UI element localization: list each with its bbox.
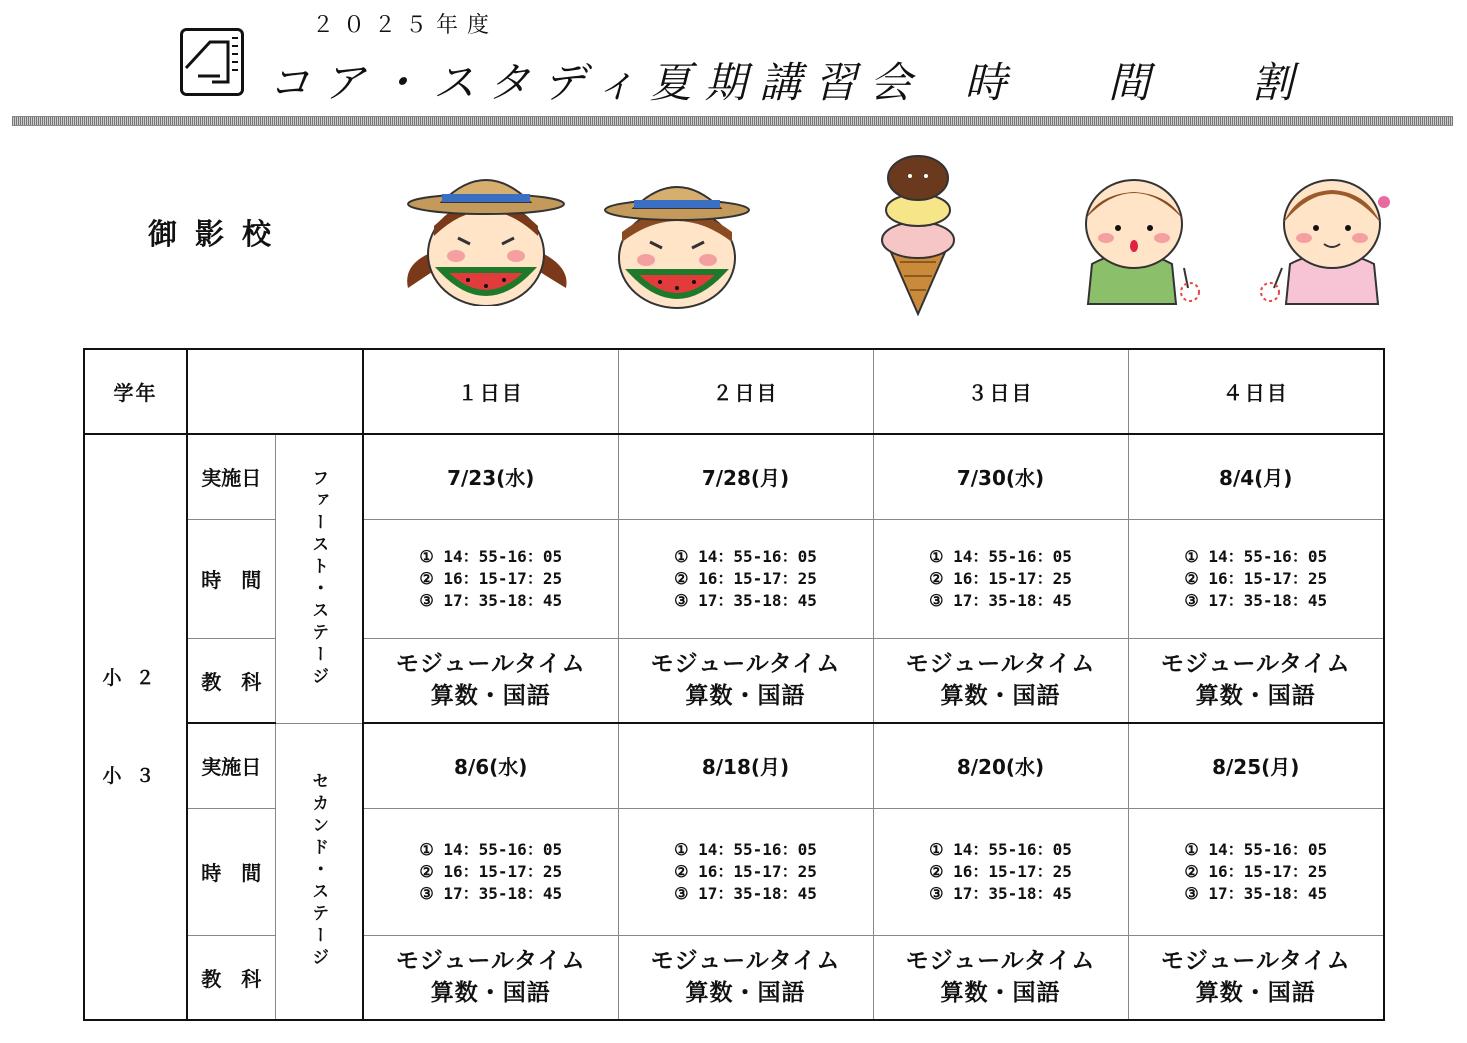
subject-names: 算数・国語 [685, 683, 806, 710]
period-1: ① 14：55-16：05 [674, 546, 817, 566]
period-2: ② 16：15-17：25 [674, 568, 817, 588]
period-3: ③ 17：35-18：45 [419, 883, 563, 903]
time-cell [1128, 808, 1384, 935]
stage-first: ファースト・ステージ [308, 468, 329, 689]
period-3: ③ 17：35-18：45 [674, 883, 817, 903]
day-1-header: １日目 [363, 349, 618, 434]
stage-cell-first [275, 434, 363, 723]
date-cell: 7/23(水) [363, 434, 618, 519]
time-cell [618, 519, 873, 638]
row-label-time: 時 間 [187, 519, 275, 638]
period-2: ② 16：15-17：25 [674, 861, 817, 881]
time-cell [363, 519, 618, 638]
title-suffix: 時 間 割 [964, 58, 1338, 107]
subject-names: 算数・国語 [940, 980, 1061, 1007]
header-divider [12, 116, 1453, 126]
period-1: ① 14：55-16：05 [1184, 546, 1328, 566]
row-label-subject: 教 科 [187, 935, 275, 1020]
day-2-header: ２日目 [618, 349, 873, 434]
time-cell [873, 808, 1128, 935]
girl-sparkler-illustration [1252, 172, 1402, 312]
period-1: ① 14：55-16：05 [674, 839, 817, 859]
subject-module: モジュールタイム [1160, 651, 1351, 678]
subject-module: モジュールタイム [650, 651, 841, 678]
time-cell [873, 519, 1128, 638]
subject-cell [618, 638, 873, 723]
date-cell: 7/28(月) [618, 434, 873, 519]
period-1: ① 14：55-16：05 [419, 839, 563, 859]
timetable [83, 348, 1385, 1021]
period-2: ② 16：15-17：25 [929, 568, 1072, 588]
subject-cell [363, 935, 618, 1020]
date-cell: 8/4(月) [1128, 434, 1384, 519]
grade-header: 学年 [84, 349, 187, 434]
subject-module: モジュールタイム [395, 651, 586, 678]
grade-3: 小３ [102, 765, 169, 787]
ice-cream-illustration [876, 152, 960, 316]
stage-second: セカンド・ステージ [308, 772, 329, 971]
subject-module: モジュールタイム [905, 651, 1096, 678]
period-1: ① 14：55-16：05 [419, 546, 563, 566]
day-3-header: ３日目 [873, 349, 1128, 434]
subject-names: 算数・国語 [430, 980, 551, 1007]
period-2: ② 16：15-17：25 [1184, 861, 1328, 881]
time-cell [363, 808, 618, 935]
date-cell: 8/18(月) [618, 723, 873, 808]
period-3: ③ 17：35-18：45 [1184, 590, 1328, 610]
subject-names: 算数・国語 [940, 683, 1061, 710]
period-1: ① 14：55-16：05 [929, 839, 1072, 859]
period-1: ① 14：55-16：05 [1184, 839, 1328, 859]
blank-header [187, 349, 363, 434]
subject-cell [363, 638, 618, 723]
date-cell: 8/25(月) [1128, 723, 1384, 808]
row-label-subject: 教 科 [187, 638, 275, 723]
period-3: ③ 17：35-18：45 [929, 883, 1072, 903]
grade-cell [84, 434, 187, 1020]
period-2: ② 16：15-17：25 [419, 861, 563, 881]
core-study-logo-icon [180, 28, 244, 96]
row-label-date: 実施日 [187, 434, 275, 519]
subject-cell [618, 935, 873, 1020]
subject-names: 算数・国語 [1195, 980, 1316, 1007]
period-2: ② 16：15-17：25 [419, 568, 563, 588]
page-title [268, 50, 1337, 110]
period-3: ③ 17：35-18：45 [929, 590, 1072, 610]
boy-sparkler-illustration [1072, 172, 1202, 312]
period-3: ③ 17：35-18：45 [419, 590, 563, 610]
grade-2: 小２ [102, 667, 169, 689]
period-2: ② 16：15-17：25 [929, 861, 1072, 881]
subject-module: モジュールタイム [395, 948, 586, 975]
time-cell [1128, 519, 1384, 638]
date-cell: 8/20(水) [873, 723, 1128, 808]
campus-name: 御影校 [148, 217, 290, 251]
row-label-time: 時 間 [187, 808, 275, 935]
subject-names: 算数・国語 [430, 683, 551, 710]
period-3: ③ 17：35-18：45 [674, 590, 817, 610]
subject-module: モジュールタイム [650, 948, 841, 975]
subject-names: 算数・国語 [685, 980, 806, 1007]
subject-names: 算数・国語 [1195, 683, 1316, 710]
period-3: ③ 17：35-18：45 [1184, 883, 1328, 903]
subject-cell [1128, 638, 1384, 723]
boy-watermelon-illustration [602, 180, 752, 310]
time-cell [618, 808, 873, 935]
period-1: ① 14：55-16：05 [929, 546, 1072, 566]
year-label: ２０２５年度 [312, 13, 499, 38]
subject-module: モジュールタイム [905, 948, 1096, 975]
day-4-header: ４日目 [1128, 349, 1384, 434]
subject-module: モジュールタイム [1160, 948, 1351, 975]
stage-cell-second [275, 723, 363, 1020]
girl-watermelon-illustration [398, 176, 574, 306]
subject-cell [1128, 935, 1384, 1020]
row-label-date: 実施日 [187, 723, 275, 808]
date-cell: 8/6(水) [363, 723, 618, 808]
date-cell: 7/30(水) [873, 434, 1128, 519]
subject-cell [873, 935, 1128, 1020]
period-2: ② 16：15-17：25 [1184, 568, 1328, 588]
subject-cell [873, 638, 1128, 723]
title-main: コア・スタディ夏期講習会 [268, 58, 925, 107]
